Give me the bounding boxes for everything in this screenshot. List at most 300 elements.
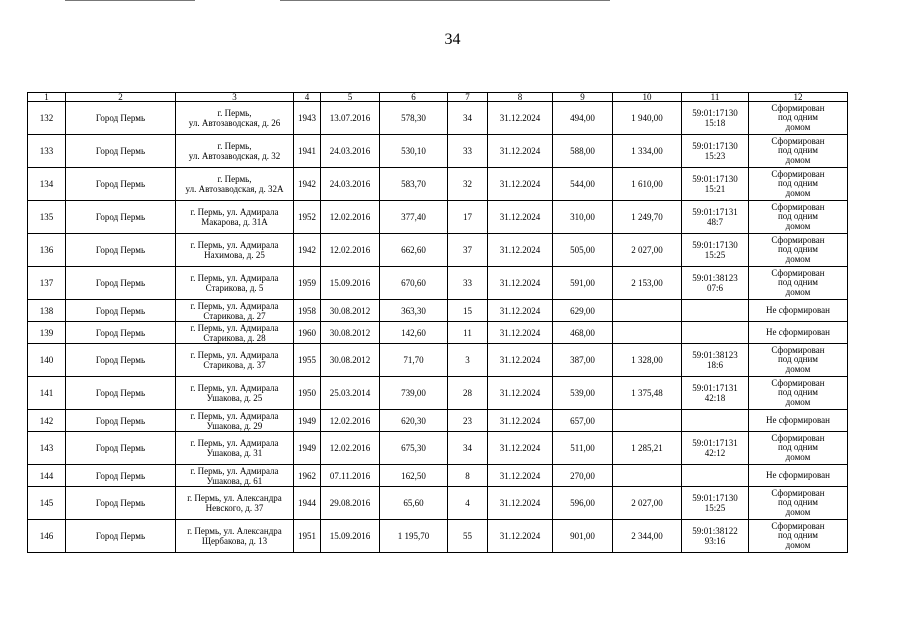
cell-line: г. Пермь, — [217, 108, 252, 118]
build-year-cell: 1959 — [294, 267, 321, 300]
cell-line: под одним — [777, 145, 819, 156]
address-cell — [176, 201, 294, 234]
cell-line: под одним — [777, 530, 819, 541]
value-10-cell: 1 375,48 — [613, 377, 682, 410]
cell-line: под одним — [777, 277, 819, 288]
value-10-cell: 1 249,70 — [613, 201, 682, 234]
cell-line: 59:01:17130 — [692, 174, 738, 184]
cadastral-number-cell — [682, 300, 749, 322]
table-row — [28, 465, 848, 487]
status-cell — [749, 520, 848, 553]
date-cell: 30.08.2012 — [321, 344, 380, 377]
count-cell: 34 — [448, 432, 488, 465]
cadastral-number-cell — [682, 520, 749, 553]
value-9-cell: 629,00 — [553, 300, 613, 322]
end-date-cell: 31.12.2024 — [488, 520, 553, 553]
end-date-cell: 31.12.2024 — [488, 432, 553, 465]
value-10-cell: 2 027,00 — [613, 234, 682, 267]
area-cell: 1 195,70 — [380, 520, 448, 553]
cell-line: 59:01:17130 — [692, 108, 738, 118]
value-9-cell: 657,00 — [553, 410, 613, 432]
city-cell: Город Пермь — [66, 465, 176, 487]
cell-line: 42:12 — [704, 448, 726, 458]
table-row — [28, 344, 848, 377]
cell-line: 59:01:17130 — [692, 141, 738, 151]
date-cell: 25.03.2014 — [321, 377, 380, 410]
cell-line: г. Пермь, ул. Александра — [187, 526, 282, 536]
cell-line: 15:25 — [704, 250, 726, 260]
cell-line: под одним — [777, 178, 819, 189]
cell-line: Ушакова, д. 29 — [206, 420, 263, 431]
address-cell — [176, 135, 294, 168]
city-cell: Город Пермь — [66, 432, 176, 465]
area-cell: 662,60 — [380, 234, 448, 267]
column-number: 3 — [176, 93, 294, 102]
value-9-cell: 505,00 — [553, 234, 613, 267]
table-row — [28, 520, 848, 553]
column-number: 5 — [321, 93, 380, 102]
column-number: 2 — [66, 93, 176, 102]
cadastral-number-cell — [682, 234, 749, 267]
area-cell: 71,70 — [380, 344, 448, 377]
date-cell: 13.07.2016 — [321, 102, 380, 135]
cell-line: г. Пермь, ул. Адмирала — [190, 438, 279, 448]
end-date-cell: 31.12.2024 — [488, 234, 553, 267]
cell-line: домом — [785, 187, 811, 198]
value-10-cell: 1 610,00 — [613, 168, 682, 201]
end-date-cell: 31.12.2024 — [488, 410, 553, 432]
date-cell: 15.09.2016 — [321, 520, 380, 553]
area-cell: 142,60 — [380, 322, 448, 344]
build-year-cell: 1958 — [294, 300, 321, 322]
row-number-cell: 133 — [28, 135, 66, 168]
cell-line: 15:23 — [704, 151, 726, 161]
registry-table — [27, 92, 848, 553]
row-number-cell: 145 — [28, 487, 66, 520]
status-cell — [749, 487, 848, 520]
area-cell: 675,30 — [380, 432, 448, 465]
cadastral-number-cell — [682, 487, 749, 520]
count-cell: 33 — [448, 135, 488, 168]
status-cell — [749, 344, 848, 377]
cell-line: Ушакова, д. 31 — [206, 448, 263, 458]
cell-line: 59:01:38122 — [692, 526, 738, 536]
cell-line: г. Пермь, ул. Александра — [187, 493, 282, 503]
table-row — [28, 234, 848, 267]
date-cell: 12.02.2016 — [321, 432, 380, 465]
cell-line: Старикова, д. 27 — [203, 310, 266, 321]
cell-line: Щербакова, д. 13 — [201, 536, 268, 546]
date-cell: 30.08.2012 — [321, 300, 380, 322]
cell-line: под одним — [777, 497, 819, 508]
address-cell — [176, 267, 294, 300]
row-number-cell: 135 — [28, 201, 66, 234]
count-cell: 55 — [448, 520, 488, 553]
end-date-cell: 31.12.2024 — [488, 344, 553, 377]
date-cell: 30.08.2012 — [321, 322, 380, 344]
area-cell: 65,60 — [380, 487, 448, 520]
value-9-cell: 387,00 — [553, 344, 613, 377]
end-date-cell: 31.12.2024 — [488, 322, 553, 344]
cell-line: под одним — [777, 112, 819, 123]
cell-line: г. Пермь, ул. Адмирала — [190, 207, 279, 217]
column-number: 11 — [682, 93, 749, 102]
area-cell: 363,30 — [380, 300, 448, 322]
row-number-cell: 138 — [28, 300, 66, 322]
build-year-cell: 1941 — [294, 135, 321, 168]
address-cell — [176, 520, 294, 553]
value-9-cell: 591,00 — [553, 267, 613, 300]
address-cell — [176, 322, 294, 344]
cell-line: г. Пермь, ул. Адмирала — [190, 465, 279, 476]
cell-line: под одним — [777, 211, 819, 222]
cell-line: Невского, д. 37 — [205, 503, 264, 513]
row-number-cell: 146 — [28, 520, 66, 553]
cell-line: 18:6 — [706, 360, 723, 370]
cell-line: 48:7 — [706, 217, 723, 227]
cell-line: Сформирован — [771, 135, 825, 146]
count-cell: 28 — [448, 377, 488, 410]
row-number-cell: 141 — [28, 377, 66, 410]
city-cell: Город Пермь — [66, 168, 176, 201]
count-cell: 37 — [448, 234, 488, 267]
address-cell — [176, 344, 294, 377]
date-cell: 15.09.2016 — [321, 267, 380, 300]
cadastral-number-cell — [682, 102, 749, 135]
table-header — [28, 93, 848, 102]
address-cell — [176, 102, 294, 135]
row-number-cell: 134 — [28, 168, 66, 201]
end-date-cell: 31.12.2024 — [488, 168, 553, 201]
city-cell: Город Пермь — [66, 102, 176, 135]
cell-line: Не сформирован — [766, 304, 830, 315]
table-row — [28, 267, 848, 300]
status-cell — [749, 201, 848, 234]
status-cell — [749, 234, 848, 267]
column-number: 6 — [380, 93, 448, 102]
date-cell: 24.03.2016 — [321, 135, 380, 168]
cadastral-number-cell — [682, 168, 749, 201]
build-year-cell: 1951 — [294, 520, 321, 553]
value-9-cell: 901,00 — [553, 520, 613, 553]
table-row — [28, 102, 848, 135]
cell-line: 59:01:38123 — [692, 350, 738, 360]
cell-line: домом — [785, 121, 811, 132]
address-cell — [176, 487, 294, 520]
city-cell: Город Пермь — [66, 377, 176, 410]
cell-line: Не сформирован — [766, 414, 830, 425]
cell-line: Сформирован — [771, 267, 825, 278]
cell-line: Старикова, д. 5 — [205, 283, 264, 293]
status-cell — [749, 465, 848, 487]
cell-line: домом — [785, 363, 811, 374]
cell-line: Сформирован — [771, 344, 825, 355]
column-number: 1 — [28, 93, 66, 102]
count-cell: 11 — [448, 322, 488, 344]
cell-line: 59:01:17131 — [692, 438, 738, 448]
column-number: 12 — [749, 93, 848, 102]
end-date-cell: 31.12.2024 — [488, 267, 553, 300]
column-number-row — [28, 93, 848, 102]
row-number-cell: 132 — [28, 102, 66, 135]
row-number-cell: 136 — [28, 234, 66, 267]
address-cell — [176, 465, 294, 487]
status-cell — [749, 267, 848, 300]
cell-line: Не сформирован — [766, 469, 830, 480]
cell-line: 07:6 — [706, 283, 723, 293]
address-cell — [176, 300, 294, 322]
value-10-cell: 2 153,00 — [613, 267, 682, 300]
value-10-cell — [613, 322, 682, 344]
build-year-cell: 1949 — [294, 432, 321, 465]
cell-line: под одним — [777, 354, 819, 365]
table-row — [28, 168, 848, 201]
value-9-cell: 544,00 — [553, 168, 613, 201]
cell-line: Сформирован — [771, 432, 825, 443]
count-cell: 32 — [448, 168, 488, 201]
count-cell: 8 — [448, 465, 488, 487]
cell-line: Сформирован — [771, 234, 825, 245]
count-cell: 23 — [448, 410, 488, 432]
row-number-cell: 137 — [28, 267, 66, 300]
cell-line: Сформирован — [771, 520, 825, 531]
row-number-cell: 142 — [28, 410, 66, 432]
top-edge-line — [280, 0, 610, 1]
end-date-cell: 31.12.2024 — [488, 300, 553, 322]
value-10-cell — [613, 300, 682, 322]
end-date-cell: 31.12.2024 — [488, 487, 553, 520]
cell-line: домом — [785, 451, 811, 462]
cell-line: 59:01:17131 — [692, 207, 738, 217]
cadastral-number-cell — [682, 432, 749, 465]
table-row — [28, 135, 848, 168]
build-year-cell: 1962 — [294, 465, 321, 487]
count-cell: 4 — [448, 487, 488, 520]
city-cell: Город Пермь — [66, 410, 176, 432]
end-date-cell: 31.12.2024 — [488, 201, 553, 234]
end-date-cell: 31.12.2024 — [488, 102, 553, 135]
count-cell: 33 — [448, 267, 488, 300]
table-body — [28, 102, 848, 553]
column-number: 10 — [613, 93, 682, 102]
status-cell — [749, 410, 848, 432]
table-row — [28, 410, 848, 432]
cell-line: под одним — [777, 387, 819, 398]
build-year-cell: 1960 — [294, 322, 321, 344]
column-number: 9 — [553, 93, 613, 102]
table-row — [28, 201, 848, 234]
row-number-cell: 143 — [28, 432, 66, 465]
row-number-cell: 140 — [28, 344, 66, 377]
value-10-cell — [613, 410, 682, 432]
city-cell: Город Пермь — [66, 135, 176, 168]
count-cell: 34 — [448, 102, 488, 135]
table-row — [28, 377, 848, 410]
date-cell: 24.03.2016 — [321, 168, 380, 201]
city-cell: Город Пермь — [66, 487, 176, 520]
value-10-cell: 1 285,21 — [613, 432, 682, 465]
cell-line: ул. Автозаводская, д. 26 — [188, 118, 281, 128]
value-10-cell: 1 328,00 — [613, 344, 682, 377]
cell-line: 93:16 — [704, 536, 726, 546]
cell-line: 15:21 — [704, 184, 726, 194]
cell-line: Старикова, д. 37 — [203, 360, 266, 370]
value-10-cell: 2 344,00 — [613, 520, 682, 553]
date-cell: 07.11.2016 — [321, 465, 380, 487]
status-cell — [749, 135, 848, 168]
date-cell: 12.02.2016 — [321, 201, 380, 234]
cell-line: г. Пермь, ул. Адмирала — [190, 240, 279, 250]
value-9-cell: 588,00 — [553, 135, 613, 168]
column-number: 7 — [448, 93, 488, 102]
value-10-cell — [613, 465, 682, 487]
column-number: 8 — [488, 93, 553, 102]
value-9-cell: 596,00 — [553, 487, 613, 520]
city-cell: Город Пермь — [66, 520, 176, 553]
cell-line: домом — [785, 220, 811, 231]
area-cell: 162,50 — [380, 465, 448, 487]
top-edge-line — [65, 0, 195, 1]
count-cell: 17 — [448, 201, 488, 234]
cell-line: Сформирован — [771, 102, 825, 113]
date-cell: 12.02.2016 — [321, 410, 380, 432]
cell-line: 15:18 — [704, 118, 726, 128]
cadastral-number-cell — [682, 344, 749, 377]
cell-line: домом — [785, 506, 811, 517]
row-number-cell: 139 — [28, 322, 66, 344]
cell-line: ул. Автозаводская, д. 32 — [188, 151, 281, 161]
value-9-cell: 494,00 — [553, 102, 613, 135]
address-cell — [176, 234, 294, 267]
cell-line: домом — [785, 396, 811, 407]
value-9-cell: 511,00 — [553, 432, 613, 465]
city-cell: Город Пермь — [66, 322, 176, 344]
address-cell — [176, 168, 294, 201]
area-cell: 670,60 — [380, 267, 448, 300]
area-cell: 578,30 — [380, 102, 448, 135]
cell-line: 59:01:17130 — [692, 240, 738, 250]
value-9-cell: 310,00 — [553, 201, 613, 234]
build-year-cell: 1942 — [294, 168, 321, 201]
value-10-cell: 2 027,00 — [613, 487, 682, 520]
end-date-cell: 31.12.2024 — [488, 465, 553, 487]
page-number: 34 — [444, 31, 461, 48]
status-cell — [749, 300, 848, 322]
column-number: 4 — [294, 93, 321, 102]
cadastral-number-cell — [682, 267, 749, 300]
value-10-cell: 1 334,00 — [613, 135, 682, 168]
build-year-cell: 1955 — [294, 344, 321, 377]
cell-line: ул. Автозаводская, д. 32А — [185, 184, 284, 194]
build-year-cell: 1950 — [294, 377, 321, 410]
value-10-cell: 1 940,00 — [613, 102, 682, 135]
cell-line: г. Пермь, ул. Адмирала — [190, 383, 279, 393]
area-cell: 530,10 — [380, 135, 448, 168]
build-year-cell: 1949 — [294, 410, 321, 432]
city-cell: Город Пермь — [66, 267, 176, 300]
cadastral-number-cell — [682, 410, 749, 432]
cell-line: Сформирован — [771, 168, 825, 179]
cell-line: Сформирован — [771, 377, 825, 388]
cell-line: Не сформирован — [766, 326, 830, 337]
city-cell: Город Пермь — [66, 300, 176, 322]
cell-line: г. Пермь, — [217, 141, 252, 151]
cell-line: г. Пермь, ул. Адмирала — [190, 410, 279, 421]
cell-line: домом — [785, 539, 811, 550]
cadastral-number-cell — [682, 201, 749, 234]
table-row — [28, 300, 848, 322]
cell-line: под одним — [777, 244, 819, 255]
status-cell — [749, 102, 848, 135]
status-cell — [749, 432, 848, 465]
count-cell: 3 — [448, 344, 488, 377]
build-year-cell: 1943 — [294, 102, 321, 135]
row-number-cell: 144 — [28, 465, 66, 487]
cell-line: под одним — [777, 442, 819, 453]
cadastral-number-cell — [682, 135, 749, 168]
cadastral-number-cell — [682, 465, 749, 487]
cell-line: Сформирован — [771, 487, 825, 498]
status-cell — [749, 322, 848, 344]
date-cell: 29.08.2016 — [321, 487, 380, 520]
cadastral-number-cell — [682, 377, 749, 410]
address-cell — [176, 410, 294, 432]
date-cell: 12.02.2016 — [321, 234, 380, 267]
cell-line: домом — [785, 154, 811, 165]
cell-line: г. Пермь, ул. Адмирала — [190, 350, 279, 360]
area-cell: 377,40 — [380, 201, 448, 234]
table-row — [28, 487, 848, 520]
area-cell: 583,70 — [380, 168, 448, 201]
value-9-cell: 468,00 — [553, 322, 613, 344]
address-cell — [176, 377, 294, 410]
cell-line: г. Пермь, ул. Адмирала — [190, 322, 279, 333]
end-date-cell: 31.12.2024 — [488, 377, 553, 410]
cell-line: Макарова, д. 31А — [201, 217, 268, 227]
cell-line: Ушакова, д. 61 — [206, 475, 263, 486]
cell-line: Старикова, д. 28 — [203, 332, 266, 343]
build-year-cell: 1942 — [294, 234, 321, 267]
area-cell: 739,00 — [380, 377, 448, 410]
area-cell: 620,30 — [380, 410, 448, 432]
cell-line: г. Пермь, — [217, 174, 252, 184]
status-cell — [749, 377, 848, 410]
cell-line: Сформирован — [771, 201, 825, 212]
table-row — [28, 432, 848, 465]
end-date-cell: 31.12.2024 — [488, 135, 553, 168]
city-cell: Город Пермь — [66, 201, 176, 234]
cell-line: 59:01:38123 — [692, 273, 738, 283]
address-cell — [176, 432, 294, 465]
cell-line: 59:01:17130 — [692, 493, 738, 503]
build-year-cell: 1952 — [294, 201, 321, 234]
value-9-cell: 270,00 — [553, 465, 613, 487]
cell-line: г. Пермь, ул. Адмирала — [190, 273, 279, 283]
cell-line: 42:18 — [704, 393, 726, 403]
count-cell: 15 — [448, 300, 488, 322]
cell-line: Ушакова, д. 25 — [206, 393, 263, 403]
cell-line: г. Пермь, ул. Адмирала — [190, 300, 279, 311]
table-row — [28, 322, 848, 344]
cell-line: Нахимова, д. 25 — [204, 250, 265, 260]
cell-line: 59:01:17131 — [692, 383, 738, 393]
cadastral-number-cell — [682, 322, 749, 344]
cell-line: домом — [785, 253, 811, 264]
build-year-cell: 1944 — [294, 487, 321, 520]
city-cell: Город Пермь — [66, 234, 176, 267]
cell-line: домом — [785, 286, 811, 297]
cell-line: 15:25 — [704, 503, 726, 513]
